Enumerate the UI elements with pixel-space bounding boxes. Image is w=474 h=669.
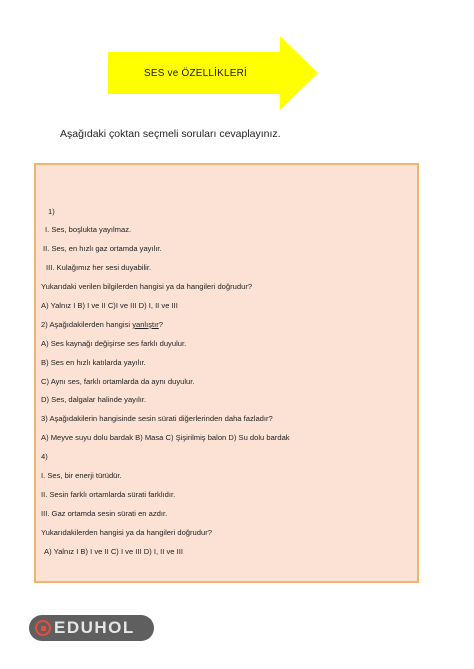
q4-statement-2: II. Sesin farklı ortamlarda sürati farklıdır. — [41, 490, 176, 499]
q3-stem: 3) Aşağıdakilerin hangisinde sesin sürati diğerlerinden daha fazladır? — [41, 414, 273, 423]
q1-statement-3: III. Kulağımız her sesi duyabilir. — [46, 263, 152, 272]
q1-options: A) Yalnız I B) I ve II C)I ve III D) I, II ve III — [41, 301, 178, 310]
q4-statement-3: III. Gaz ortamda sesin sürati en azdır. — [41, 509, 168, 518]
q4-number: 4) — [41, 452, 48, 461]
q2-stem-suffix: ? — [158, 320, 164, 329]
q2-stem-prefix: 2) Aşağıdakilerden hangisi — [41, 320, 133, 329]
q4-options: A) Yalnız I B) I ve II C) I ve III D) I, II ve III — [44, 547, 183, 556]
q1-stem: Yukarıdaki verilen bilgilerden hangisi ya da hangileri doğrudur? — [41, 282, 253, 291]
q2-option-d: D) Ses, dalgalar halinde yayılır. — [41, 395, 147, 404]
q2-option-c: C) Aynı ses, farklı ortamlarda da aynı duyulur. — [41, 377, 195, 386]
q2-stem-underlined: yanlıştır — [132, 320, 159, 329]
page-title: SES ve ÖZELLİKLERİ — [143, 67, 248, 79]
q3-options: A) Meyve suyu dolu bardak B) Masa C) Şişirilmiş balon D) Su dolu bardak — [41, 433, 290, 442]
logo-mark-icon — [35, 620, 51, 636]
q2-stem — [41, 320, 163, 329]
q1-number: 1) — [48, 207, 55, 216]
logo-text: EDUHOL — [54, 618, 135, 637]
q4-statement-1: I. Ses, bir enerji türüdür. — [41, 471, 122, 480]
q2-option-a: A) Ses kaynağı değişirse ses farklı duyulur. — [41, 339, 187, 348]
q1-statement-1: I. Ses, boşlukta yayılmaz. — [45, 225, 132, 234]
q1-statement-2: II. Ses, en hızlı gaz ortamda yayılır. — [43, 244, 162, 253]
title-arrow-banner — [108, 36, 318, 110]
eduhol-logo — [29, 615, 154, 641]
quiz-box — [34, 163, 419, 583]
q2-option-b: B) Ses en hızlı katılarda yayılır. — [41, 358, 146, 367]
instruction-text: Aşağıdaki çoktan seçmeli soruları cevaplayınız. — [60, 128, 281, 140]
q4-stem: Yukarıdakilerden hangisi ya da hangileri doğrudur? — [41, 528, 212, 537]
